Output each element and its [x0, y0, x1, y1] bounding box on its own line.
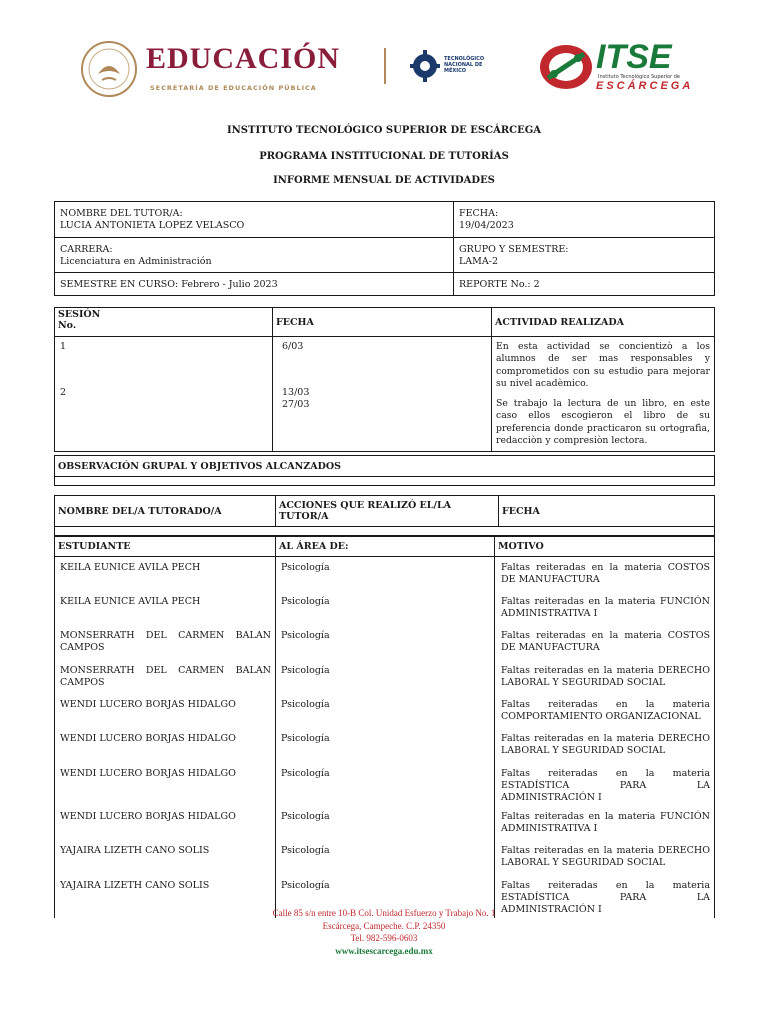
footer — [0, 907, 768, 957]
referral-reason: Faltas reiteradas en la materia FUNCIÓN ADMINISTRATIVA I — [495, 591, 715, 625]
student-area: Psicología — [276, 660, 495, 694]
session-date: 13/03 — [282, 387, 310, 398]
referral-table — [54, 536, 715, 918]
student-name: WENDI LUCERO BORJAS HIDALGO — [55, 728, 276, 762]
student-area: Psicología — [276, 875, 495, 918]
actions-body — [55, 527, 715, 536]
referral-reason: Faltas reiteradas en la materia DERECHO LABORAL Y SEGURIDAD SOCIAL — [495, 840, 715, 874]
tecnm-line2: NACIONAL DE MÉXICO — [444, 62, 483, 74]
session-number: 1 — [60, 341, 67, 352]
session-date-2: 27/03 — [282, 399, 310, 410]
referral-reason: Faltas reiteradas en la materia DERECHO LABORAL Y SEGURIDAD SOCIAL — [495, 728, 715, 762]
referral-row — [55, 806, 715, 840]
observation-body — [55, 477, 715, 486]
referral-row — [55, 694, 715, 728]
itse-fullname: Instituto Tecnológico Superior de — [598, 74, 680, 80]
session-dates-cell — [273, 337, 492, 452]
student-area: Psicología — [276, 763, 495, 806]
date-label: FECHA: — [459, 208, 499, 219]
edu-title: EDUCACIÓN — [146, 42, 341, 75]
session-activity: Se trabajo la lectura de un libro, en este caso ellos escogieron el libro de su preferencia donde practicaron su ortografìa, redacciòn y compresiòn lectora. — [496, 398, 710, 447]
report-number-cell: REPORTE No.: 2 — [454, 273, 715, 296]
col-reason: MOTIVO — [495, 537, 715, 557]
col-action-date: FECHA — [499, 496, 715, 527]
referral-reason: Faltas reiteradas en la materia FUNCIÓN ADMINISTRATIVA I — [495, 806, 715, 840]
tecnm-line1: TECNOLÓGICO — [444, 56, 485, 62]
tutor-label: NOMBRE DEL TUTOR/A: — [60, 208, 183, 219]
referral-row — [55, 557, 715, 591]
col-tutee: NOMBRE DEL/A TUTORADO/A — [55, 496, 276, 527]
referral-reason: Faltas reiteradas en la materia COSTOS DE MANUFACTURA — [495, 625, 715, 659]
col-session — [55, 308, 273, 337]
tutor-value: LUCIA ANTONIETA LOPEZ VELASCO — [60, 220, 245, 231]
actions-table — [54, 495, 715, 536]
student-name: WENDI LUCERO BORJAS HIDALGO — [55, 763, 276, 806]
student-name: YAJAIRA LIZETH CANO SOLIS — [55, 875, 276, 918]
student-name: WENDI LUCERO BORJAS HIDALGO — [55, 694, 276, 728]
col-area: AL ÁREA DE: — [276, 537, 495, 557]
student-name: WENDI LUCERO BORJAS HIDALGO — [55, 806, 276, 840]
semester-cell: SEMESTRE EN CURSO: Febrero - Julio 2023 — [55, 273, 454, 296]
student-name: YAJAIRA LIZETH CANO SOLIS — [55, 840, 276, 874]
report-title: INFORME MENSUAL DE ACTIVIDADES — [273, 175, 495, 186]
group-value: LAMA-2 — [459, 256, 499, 267]
observation-title: OBSERVACIÓN GRUPAL Y OBJETIVOS ALCANZADOS — [55, 456, 715, 477]
referral-row — [55, 591, 715, 625]
date-cell — [454, 202, 715, 238]
footer-address: Calle 85 s/n entre 10-B Col. Unidad Esfuerzo y Trabajo No. 1 — [272, 908, 496, 918]
col-session-line1: SESIÓN — [58, 309, 101, 320]
itse-emblem-icon — [538, 40, 598, 94]
student-area: Psicología — [276, 557, 495, 591]
session-numbers-cell — [55, 337, 273, 452]
institute-title: INSTITUTO TECNOLÓGICO SUPERIOR DE ESCÁRCEGA — [226, 125, 542, 136]
referral-row — [55, 728, 715, 762]
logo-divider — [384, 48, 386, 84]
referral-reason: Faltas reiteradas en la materia COMPORTAMIENTO ORGANIZACIONAL — [495, 694, 715, 728]
footer-phone: Tel. 982-596-0603 — [350, 933, 418, 943]
career-value: Licenciatura en Administración — [60, 256, 212, 267]
edu-subtitle: SECRETARÍA DE EDUCACIÓN PÚBLICA — [150, 84, 317, 92]
student-area: Psicología — [276, 625, 495, 659]
tutor-info-table — [54, 201, 715, 296]
referral-row — [55, 660, 715, 694]
student-area: Psicología — [276, 728, 495, 762]
col-date: FECHA — [273, 308, 492, 337]
program-title: PROGRAMA INSTITUCIONAL DE TUTORÍAS — [259, 151, 509, 162]
letterhead — [80, 36, 710, 98]
student-name: KEILA EUNICE AVILA PECH — [55, 557, 276, 591]
itse-wordmark: ITSE — [596, 38, 672, 76]
student-name: KEILA EUNICE AVILA PECH — [55, 591, 276, 625]
col-activity: ACTIVIDAD REALIZADA — [492, 308, 715, 337]
tutor-cell — [55, 202, 454, 238]
student-area: Psicología — [276, 591, 495, 625]
observation-table — [54, 455, 715, 486]
referral-row — [55, 763, 715, 806]
student-name: MONSERRATH DEL CARMEN BALAN CAMPOS — [55, 625, 276, 659]
tecnm-gear-icon — [410, 50, 440, 82]
student-area: Psicología — [276, 806, 495, 840]
itse-town: ESCÁRCEGA — [596, 80, 694, 92]
career-label: CARRERA: — [60, 244, 113, 255]
session-date: 6/03 — [282, 341, 304, 352]
footer-city: Escárcega, Campeche. C.P. 24350 — [322, 920, 446, 931]
session-number: 2 — [60, 387, 67, 398]
col-actions: ACCIONES QUE REALIZÓ EL/LA TUTOR/A — [276, 496, 499, 527]
referral-reason: Faltas reiteradas en la materia ESTADÍSTICA PARA LA ADMINISTRACIÓN I — [495, 763, 715, 806]
referral-row — [55, 840, 715, 874]
sessions-table — [54, 307, 715, 452]
student-area: Psicología — [276, 840, 495, 874]
career-cell — [55, 238, 454, 273]
mexico-seal-icon — [80, 40, 138, 98]
date-value: 19/04/2023 — [459, 220, 514, 231]
referral-row — [55, 625, 715, 659]
session-activities-cell — [492, 337, 715, 452]
group-label: GRUPO Y SEMESTRE: — [459, 244, 569, 255]
referral-rows — [55, 557, 715, 918]
referral-reason: Faltas reiteradas en la materia COSTOS DE MANUFACTURA — [495, 557, 715, 591]
footer-website[interactable]: www.itsescarcega.edu.mx — [335, 945, 433, 956]
session-activity: En esta actividad se concientizò a los alumnos de ser mas responsables y comprometidos con su estudio para mejorar su nivel acadèmico. — [496, 341, 710, 389]
student-area: Psicología — [276, 694, 495, 728]
col-student: ESTUDIANTE — [55, 537, 276, 557]
referral-reason: Faltas reiteradas en la materia ESTADÍSTICA PARA LA ADMINISTRACIÓN I — [495, 875, 715, 918]
tecnm-label — [444, 56, 504, 74]
referral-reason: Faltas reiteradas en la materia DERECHO LABORAL Y SEGURIDAD SOCIAL — [495, 660, 715, 694]
col-session-line2: No. — [58, 320, 77, 331]
group-cell — [454, 238, 715, 273]
student-name: MONSERRATH DEL CARMEN BALAN CAMPOS — [55, 660, 276, 694]
